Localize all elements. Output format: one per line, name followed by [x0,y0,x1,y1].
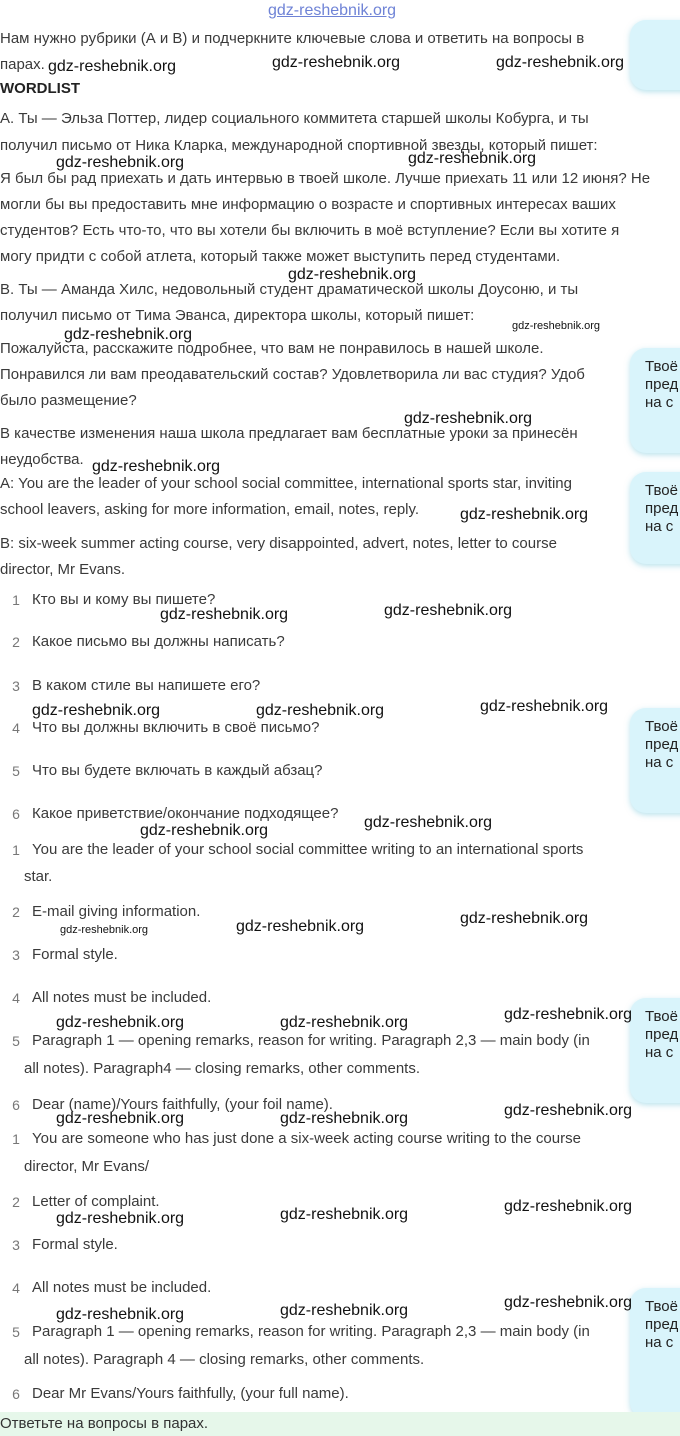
watermark: gdz-reshebnik.org [60,924,149,936]
watermark: gdz-reshebnik.org [480,698,609,715]
task-b-line: Понравился ли вам преодавательский состав? Удовлетворила ли вас студия? Удоб [0,366,585,383]
question-text: Какое приветствие/окончание подходящее? [32,805,339,822]
watermark: gdz-reshebnik.org [272,54,401,71]
answer-number: 5 [12,1033,20,1049]
side-panel-text: Твоё [645,718,678,735]
side-panel[interactable] [630,708,680,813]
instruction-line: Нам нужно рубрики (А и В) и подчеркните ключевые слова и ответить на вопросы в [0,30,585,47]
watermark: gdz-reshebnik.org [280,1302,409,1319]
question-number: 5 [12,763,20,779]
answer-text: You are the leader of your school social committee writing to an international sports [32,841,584,858]
side-panel-text: пред [645,1316,679,1333]
side-panel-text: на с [645,1044,674,1061]
answer-text: Formal style. [32,946,118,963]
answer-number: 3 [12,947,20,963]
watermark: gdz-reshebnik.org [408,150,537,167]
side-panel[interactable] [630,348,680,453]
side-panel[interactable] [630,20,680,90]
keywords-line: A: You are the leader of your school social committee, international sports star, inviting [0,475,572,492]
answer-text: Dear (name)/Yours faithfully, (your foil name). [32,1096,333,1113]
watermark: gdz-reshebnik.org [92,458,221,475]
task-b-line: В качестве изменения наша школа предлагает вам бесплатные уроки за принесён [0,425,578,442]
side-panel-text: Твоё [645,1008,678,1025]
watermark: gdz-reshebnik.org [504,1198,633,1215]
side-panel[interactable] [630,998,680,1103]
question-number: 3 [12,678,20,694]
watermark: gdz-reshebnik.org [512,320,601,332]
task-a-line: получил письмо от Ника Кларка, международной спортивной звезды, который пишет: [0,137,598,154]
answer-text: Paragraph 1 — opening remarks, reason for writing. Paragraph 2,3 — main body (in [32,1032,590,1049]
task-a-line: студентов? Есть что-то, что вы хотели бы включить в моё вступление? Если вы хотите я [0,222,620,239]
watermark: gdz-reshebnik.org [160,606,289,623]
keywords-line: director, Mr Evans. [0,561,126,578]
wordlist-heading: WORDLIST [0,80,80,97]
side-panel-text: Твоё [645,1298,678,1315]
answer-number: 6 [12,1386,20,1402]
answer-number: 6 [12,1097,20,1113]
task-a-line: могли бы вы предоставить мне информацию о возрасте и спортивных интересах ваших [0,196,616,213]
task-a-line: Я был бы рад приехать и дать интервью в твоей школе. Лучше приехать 11 или 12 июня? Не [0,170,651,187]
answer-number: 3 [12,1237,20,1253]
task-b-line: получил письмо от Тима Эванса, директора школы, который пишет: [0,307,475,324]
answer-number: 5 [12,1324,20,1340]
task-a-line: могу придти с собой атлета, который также может выступить перед студентами. [0,248,561,265]
keywords-line: B: six-week summer acting course, very disappointed, advert, notes, letter to course [0,535,557,552]
side-panel[interactable] [630,1288,680,1418]
answer-text: All notes must be included. [32,1279,212,1296]
watermark: gdz-reshebnik.org [496,54,625,71]
question-number: 4 [12,720,20,736]
question-number: 2 [12,634,20,650]
task-b-line: неудобства. [0,451,84,468]
answer-number: 1 [12,1131,20,1147]
side-panel-text: Твоё [645,358,678,375]
answer-text: Letter of complaint. [32,1193,160,1210]
watermark: gdz-reshebnik.org [384,602,513,619]
watermark: gdz-reshebnik.org [288,266,417,283]
watermark: gdz-reshebnik.org [504,1294,633,1311]
side-panel-text: пред [645,376,679,393]
instruction-line: парах. [0,56,45,73]
answer-text: You are someone who has just done a six-week acting course writing to the course [32,1130,581,1147]
keywords-line: school leavers, asking for more information, email, notes, reply. [0,501,420,518]
watermark: gdz-reshebnik.org [64,326,193,343]
question-number: 6 [12,806,20,822]
watermark: gdz-reshebnik.org [404,410,533,427]
side-panel-text: Твоё [645,482,678,499]
answer-number: 1 [12,842,20,858]
side-panel-text: на с [645,1334,674,1351]
footer-instruction: Ответьте на вопросы в парах. [0,1412,680,1436]
answer-text: Dear Mr Evans/Yours faithfully, (your full name). [32,1385,349,1402]
watermark: gdz-reshebnik.org [56,1306,185,1323]
watermark: gdz-reshebnik.org [460,910,589,927]
answer-text: All notes must be included. [32,989,212,1006]
answer-number: 2 [12,904,20,920]
task-b-line: было размещение? [0,392,137,409]
watermark: gdz-reshebnik.org [504,1102,633,1119]
side-panel[interactable] [630,472,680,564]
answer-continuation: all notes). Paragraph 4 — closing remarks, other comments. [24,1351,425,1368]
watermark: gdz-reshebnik.org [280,1014,409,1031]
side-panel-text: на с [645,394,674,411]
task-b-line: Пожалуйста, расскажите подробнее, что вам не понравилось в нашей школе. [0,340,544,357]
question-text: Какое письмо вы должны написать? [32,633,285,650]
question-text: В каком стиле вы напишете его? [32,677,261,694]
watermark: gdz-reshebnik.org [236,918,365,935]
task-b-line: B. Ты — Аманда Хилс, недовольный студент драматической школы Доусоню, и ты [0,281,579,298]
watermark: gdz-reshebnik.org [32,702,161,719]
watermark: gdz-reshebnik.org [56,1210,185,1227]
watermark: gdz-reshebnik.org [56,154,185,171]
side-panel-text: на с [645,518,674,535]
question-text: Что вы должны включить в своё письмо? [32,719,320,736]
question-text: Что вы будете включать в каждый абзац? [32,762,323,779]
watermark: gdz-reshebnik.org [504,1006,633,1023]
answer-text: E-mail giving information. [32,903,201,920]
answer-number: 4 [12,990,20,1006]
answer-continuation: director, Mr Evans/ [24,1158,150,1175]
watermark: gdz-reshebnik.org [140,822,269,839]
question-number: 1 [12,592,20,608]
watermark: gdz-reshebnik.org [256,702,385,719]
answer-continuation: star. [24,868,53,885]
answer-text: Paragraph 1 — opening remarks, reason for writing. Paragraph 2,3 — main body (in [32,1323,590,1340]
watermark: gdz-reshebnik.org [364,814,493,831]
watermark: gdz-reshebnik.org [460,506,589,523]
answer-number: 4 [12,1280,20,1296]
answer-text: Formal style. [32,1236,118,1253]
site-header-link[interactable]: gdz-reshebnik.org [268,2,397,19]
task-a-line: A. Ты — Эльза Поттер, лидер социального коммитета старшей школы Кобурга, и ты [0,110,589,127]
question-text: Кто вы и кому вы пишете? [32,591,216,608]
watermark: gdz-reshebnik.org [56,1014,185,1031]
watermark: gdz-reshebnik.org [280,1206,409,1223]
answer-continuation: all notes). Paragraph4 — closing remarks, other comments. [24,1060,420,1077]
watermark: gdz-reshebnik.org [48,58,177,75]
watermark: gdz-reshebnik.org [56,1110,185,1127]
answer-number: 2 [12,1194,20,1210]
side-panel-text: на с [645,754,674,771]
side-panel-text: пред [645,736,679,753]
side-panel-text: пред [645,1026,679,1043]
watermark: gdz-reshebnik.org [280,1110,409,1127]
side-panel-text: пред [645,500,679,517]
